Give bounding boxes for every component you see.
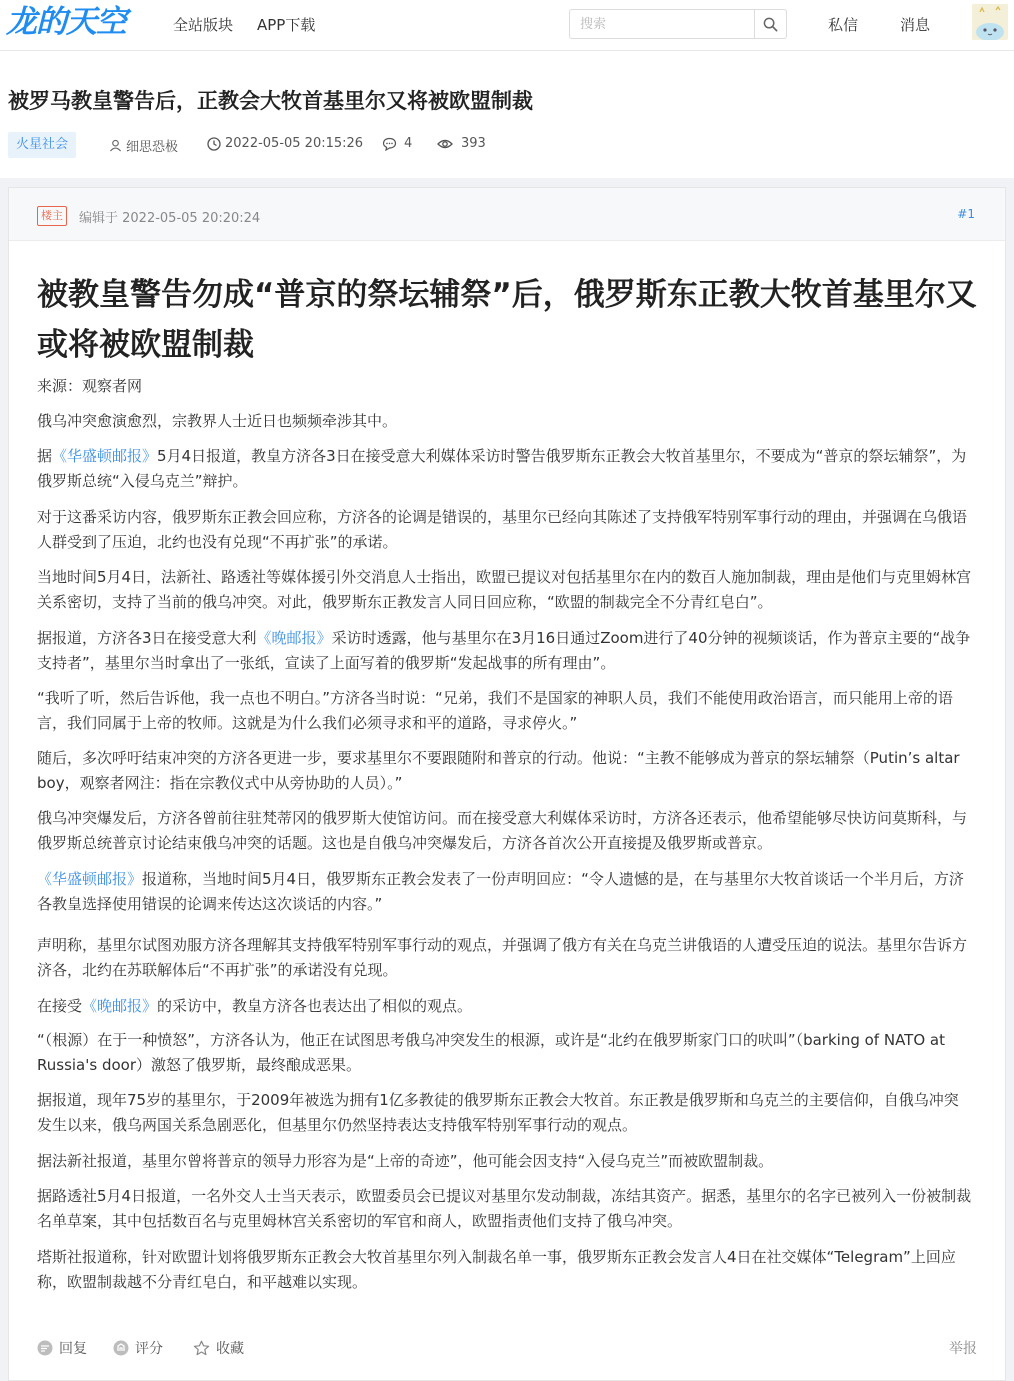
star-icon <box>193 1340 210 1356</box>
paragraph: 塔斯社报道称，针对欧盟计划将俄罗斯东正教会大牧首基里尔列入制裁名单一事，俄罗斯东正教会发言人4日在社交媒体“Telegram”上回应称，欧盟制裁越不分青红皂白，和平越难以实现。 <box>37 1248 956 1291</box>
search-icon <box>763 17 778 32</box>
nav-forum-blocks[interactable]: 全站版块 <box>173 16 234 34</box>
text: 据报道，方济各3日在接受意大利 <box>37 629 257 647</box>
paragraph <box>37 867 972 917</box>
report-button[interactable]: 举报 <box>949 1341 977 1357</box>
comment-count <box>382 136 412 151</box>
comment-count-text: 4 <box>404 136 413 151</box>
thread-title: 被罗马教皇警告后，正教会大牧首基里尔又将被欧盟制裁 <box>8 89 533 113</box>
paragraph: 据报道，现年75岁的基里尔，于2009年被选为拥有1亿多教徒的俄罗斯东正教会大牧首。东正教是俄罗斯和乌克兰的主要信仰，自俄乌冲突发生以来，俄乌两国关系急剧恶化，但基里尔仍然坚持表达支持俄军特别军事行动的观点。 <box>37 1091 959 1134</box>
source-link[interactable]: 《华盛顿邮报》 <box>52 447 158 465</box>
paragraph <box>37 994 972 1019</box>
op-badge: 楼主 <box>37 206 67 226</box>
text: 5月4日报道，教皇方济各3日在接受意大利媒体采访时警告俄罗斯东正教会大牧首基里尔，不要成为“普京的祭坛辅祭”，为俄罗斯总统“入侵乌克兰”辩护。 <box>37 447 967 490</box>
author-name: 细思恐极 <box>126 140 179 155</box>
paragraph: 对于这番采访内容，俄罗斯东正教会回应称，方济各的论调是错误的，基里尔已经向其陈述了支持俄军特别军事行动的理由，并强调在乌俄语人群受到了压迫，北约也没有兑现“不再扩张”的承诺。 <box>37 508 968 551</box>
source-link[interactable]: 《晚邮报》 <box>256 629 332 647</box>
view-count-text: 393 <box>461 136 486 151</box>
post-actions <box>37 1338 977 1358</box>
private-messages-link[interactable]: 私信 <box>828 16 859 34</box>
rate-button[interactable] <box>113 1338 163 1358</box>
avatar-image <box>972 4 1008 40</box>
paragraph: 俄乌冲突愈演愈烈，宗教界人士近日也频频牵涉其中。 <box>37 412 398 430</box>
text: 采访时透露，他与基里尔在3月16日通过Zoom进行了40分钟的视频谈话，作为普京主要的“战争支持者”，基里尔当时拿出了一张纸，宣读了上面写着的俄罗斯“发起战事的所有理由”。 <box>37 629 971 672</box>
text: 报道称，当地时间5月4日，俄罗斯东正教会发表了一份声明回应：“令人遗憾的是，在与基里尔大牧首谈话一个半月后，方济各教皇选择使用错误的论调来传达这次谈话的内容。” <box>37 870 964 913</box>
paragraph: “（根源）在于一种愤怒”，方济各认为，他正在试图思考俄乌冲突发生的根源，或许是“北约在俄罗斯家门口的吠叫”（barking of NATO at Russia's door）激怒了俄罗斯，最终酿成恶果。 <box>37 1031 945 1074</box>
thread-header <box>0 51 1014 178</box>
text: 据 <box>37 447 53 465</box>
view-count <box>437 136 486 151</box>
article-source: 来源：观察者网 <box>37 377 143 395</box>
user-avatar[interactable] <box>972 4 1008 40</box>
favorite-button[interactable] <box>193 1338 244 1358</box>
top-navigation-bar <box>0 0 1014 51</box>
user-icon <box>109 139 122 152</box>
category-tag[interactable]: 火星社会 <box>8 132 76 158</box>
comment-icon <box>382 137 397 151</box>
eye-icon <box>437 138 453 150</box>
post-header <box>9 188 1005 241</box>
rate-icon <box>113 1340 129 1356</box>
nav-app-download[interactable]: APP下载 <box>257 16 316 34</box>
paragraph: 当地时间5月4日，法新社、路透社等媒体援引外交消息人士指出，欧盟已提议对包括基里尔在内的数百人施加制裁，理由是他们与克里姆林宫关系密切，支持了当前的俄乌冲突。对此，俄罗斯东正教发言人同日回应称，“欧盟的制裁完全不分青红皂白”。 <box>37 568 972 611</box>
search-box <box>569 9 787 39</box>
floor-number-link[interactable]: #1 <box>957 207 975 221</box>
clock-icon <box>207 137 221 151</box>
datetime-text: 2022-05-05 20:15:26 <box>225 136 364 151</box>
author[interactable] <box>109 136 178 155</box>
text: 的采访中，教皇方济各也表达出了相似的观点。 <box>157 997 473 1015</box>
post-card <box>8 187 1006 1381</box>
reply-button[interactable] <box>37 1338 87 1358</box>
text: 在接受 <box>37 997 83 1015</box>
edited-time: 编辑于 2022-05-05 20:20:24 <box>79 211 261 226</box>
search-button[interactable] <box>754 10 786 38</box>
post-datetime <box>207 136 363 151</box>
source-link[interactable]: 《晚邮报》 <box>82 997 158 1015</box>
paragraph: “我听了听，然后告诉他，我一点也不明白。”方济各当时说：“兄弟，我们不是国家的神职人员，我们不能使用政治语言，而只能用上帝的语言，我们同属于上帝的牧师。这就是为什么我们必须寻求和平的道路，寻求停火。” <box>37 689 953 732</box>
reply-icon <box>37 1340 53 1356</box>
paragraph: 据路透社5月4日报道，一名外交人士当天表示，欧盟委员会已提议对基里尔发动制裁，冻结其资产。据悉，基里尔的名字已被列入一份被制裁名单草案，其中包括数百名与克里姆林宫关系密切的军官和商人，欧盟指责他们支持了俄乌冲突。 <box>37 1187 972 1230</box>
paragraph: 据法新社报道，基里尔曾将普京的领导力形容为是“上帝的奇迹”，他可能会因支持“入侵乌克兰”而被欧盟制裁。 <box>37 1152 774 1170</box>
paragraph: 声明称，基里尔试图劝服方济各理解其支持俄军特别军事行动的观点，并强调了俄方有关在乌克兰讲俄语的人遭受压迫的说法。基里尔告诉方济各，北约在苏联解体后“不再扩张”的承诺没有兑现。 <box>37 936 968 979</box>
paragraph <box>37 444 972 494</box>
site-logo[interactable]: 龙的天空 <box>6 4 126 40</box>
paragraph <box>37 626 972 676</box>
notifications-link[interactable]: 消息 <box>900 16 931 34</box>
paragraph: 俄乌冲突爆发后，方济各曾前往驻梵蒂冈的俄罗斯大使馆访问。而在接受意大利媒体采访时，方济各还表示，他希望能够尽快访问莫斯科，与俄罗斯总统普京讨论结束俄乌冲突的话题。这也是自俄乌冲突爆发后，方济各首次公开直接提及俄罗斯或普京。 <box>37 809 968 852</box>
favorite-label: 收藏 <box>216 1341 244 1357</box>
article-title: 被教皇警告勿成“普京的祭坛辅祭”后，俄罗斯东正教大牧首基里尔又或将被欧盟制裁 <box>37 277 977 363</box>
search-input[interactable] <box>570 10 756 38</box>
paragraph: 随后，多次呼吁结束冲突的方济各更进一步，要求基里尔不要跟随附和普京的行动。他说：“主教不能够成为普京的祭坛辅祭（Putin’s altar boy，观察者网注：指在宗教仪式中从旁协助的人员）。” <box>37 749 960 792</box>
source-link[interactable]: 《华盛顿邮报》 <box>37 870 143 888</box>
thread-meta <box>8 130 1008 158</box>
rate-label: 评分 <box>135 1341 163 1357</box>
reply-label: 回复 <box>59 1341 87 1357</box>
